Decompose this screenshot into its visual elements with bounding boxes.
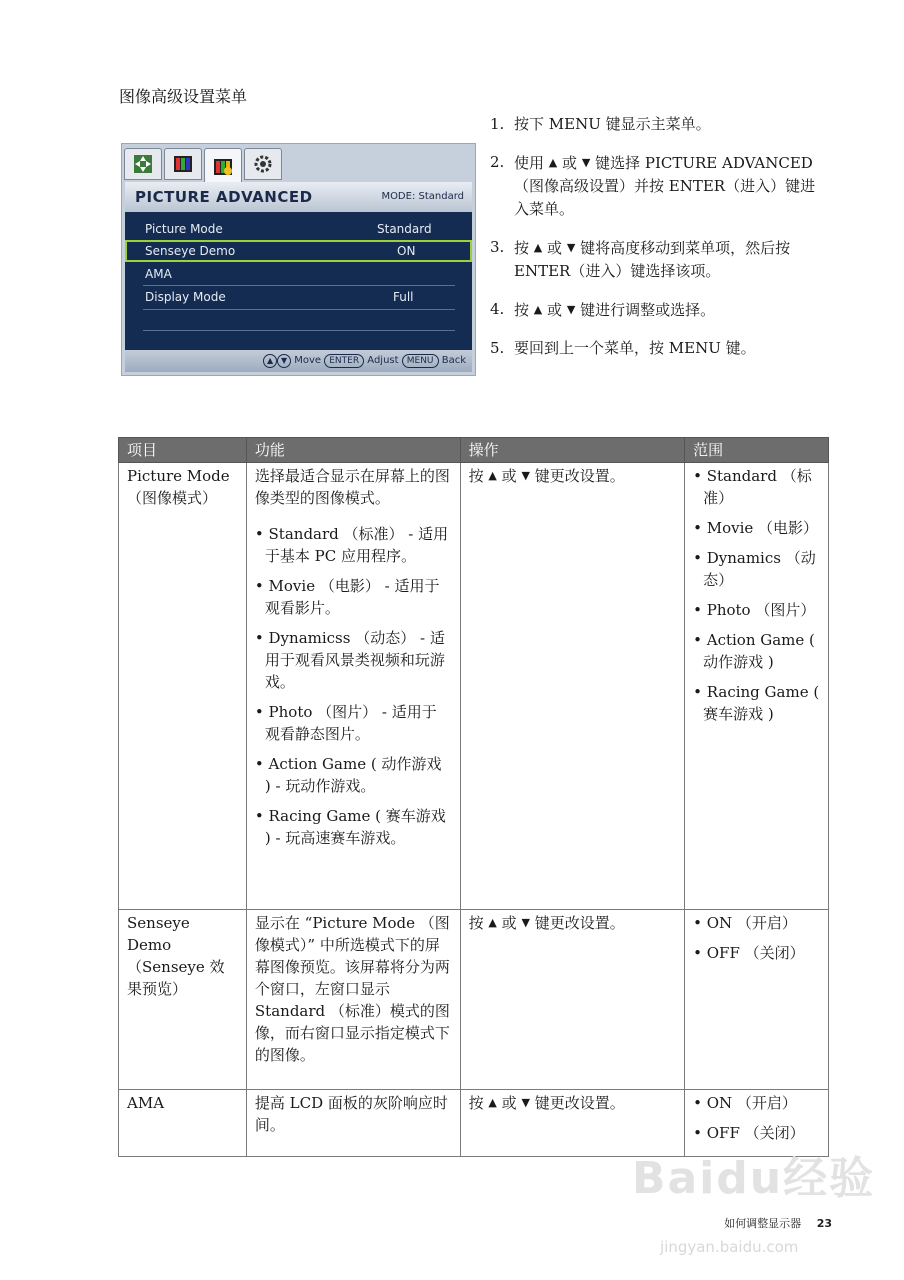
page-footer bbox=[724, 1215, 832, 1231]
operation-text: 键更改设置。 bbox=[534, 1094, 625, 1112]
column-header-operation: 操作 bbox=[460, 438, 685, 463]
osd-row-label: Senseye Demo bbox=[145, 244, 236, 258]
down-triangle-icon: ▼ bbox=[566, 303, 576, 316]
up-triangle-icon: ▲ bbox=[488, 469, 497, 482]
operation-text: 按 bbox=[468, 914, 484, 932]
item-cell: Picture Mode （图像模式） bbox=[119, 463, 247, 910]
display-tab-icon bbox=[124, 148, 162, 180]
item-cell: Senseye Demo （Senseye 效果预览） bbox=[119, 910, 247, 1090]
baidu-watermark: Baidu经验 bbox=[632, 1153, 876, 1204]
function-bullet: • Standard （标准） - 适用于基本 PC 应用程序。 bbox=[255, 523, 452, 567]
operation-text: 或 bbox=[501, 467, 517, 485]
step-3 bbox=[490, 236, 820, 283]
range-item: • Action Game ( 动作游戏 ) bbox=[693, 629, 820, 673]
osd-screenshot bbox=[121, 143, 476, 376]
range-cell bbox=[685, 463, 829, 910]
range-item: • Racing Game ( 赛车游戏 ) bbox=[693, 681, 820, 725]
down-triangle-icon: ▼ bbox=[521, 469, 530, 482]
operation-text: 按 bbox=[468, 1094, 484, 1112]
osd-row-value: ON bbox=[397, 244, 416, 258]
function-cell: 显示在 “Picture Mode （图像模式）” 中所选模式下的屏幕图像预览。该屏幕将分为两个窗口，左窗口显示 Standard （标准）模式的图像，而右窗口显示指定模式下的图像。 bbox=[246, 910, 460, 1090]
operation-text: 或 bbox=[501, 1094, 517, 1112]
up-triangle-icon: ▲ bbox=[488, 1096, 497, 1109]
range-cell bbox=[685, 910, 829, 1090]
step-text: 或 bbox=[562, 154, 578, 172]
operation-cell bbox=[460, 463, 685, 910]
range-item: • Standard （标准） bbox=[693, 465, 820, 509]
instruction-steps bbox=[490, 113, 820, 375]
range-item: • ON （开启） bbox=[693, 912, 820, 934]
osd-row-label: Picture Mode bbox=[145, 222, 223, 236]
step-number: 2. bbox=[490, 153, 505, 171]
function-bullet: • Photo （图片） - 适用于观看静态图片。 bbox=[255, 701, 452, 745]
up-triangle-icon: ▲ bbox=[488, 916, 497, 929]
osd-tab-bar bbox=[122, 144, 475, 184]
step-text: 或 bbox=[547, 239, 563, 257]
function-bullet: • Dynamicss （动态） - 适用于观看风景类视频和玩游戏。 bbox=[255, 627, 452, 693]
osd-row-label: AMA bbox=[145, 267, 172, 281]
up-triangle-icon: ▲ bbox=[548, 156, 558, 169]
osd-footer-move: Move bbox=[294, 355, 322, 366]
footer-section-title: 如何调整显示器 bbox=[724, 1217, 802, 1230]
function-bullet: • Racing Game ( 赛车游戏 ) - 玩高速赛车游戏。 bbox=[255, 805, 452, 849]
operation-cell bbox=[460, 910, 685, 1090]
step-text: 键将高度移动到菜单项，然后按 ENTER（进入）键选择该项。 bbox=[514, 239, 791, 280]
osd-footer bbox=[125, 350, 472, 372]
function-cell bbox=[246, 463, 460, 910]
function-bullet: • Movie （电影） - 适用于观看影片。 bbox=[255, 575, 452, 619]
range-item: • ON （开启） bbox=[693, 1092, 820, 1114]
osd-footer-back: Back bbox=[441, 355, 466, 366]
osd-row-display-mode bbox=[125, 286, 472, 308]
step-number: 3. bbox=[490, 238, 505, 256]
osd-row-label: Display Mode bbox=[145, 290, 226, 304]
step-text: 按 bbox=[514, 301, 530, 319]
table-row bbox=[119, 463, 829, 910]
operation-text: 按 bbox=[468, 467, 484, 485]
up-arrow-icon: ▲ bbox=[263, 354, 277, 368]
range-item: • Movie （电影） bbox=[693, 517, 820, 539]
step-number: 5. bbox=[490, 339, 505, 357]
osd-row-senseye-demo bbox=[125, 240, 472, 262]
up-triangle-icon: ▲ bbox=[533, 303, 543, 316]
range-item: • OFF （关闭） bbox=[693, 942, 820, 964]
down-triangle-icon: ▼ bbox=[566, 241, 576, 254]
function-bullet: • Action Game ( 动作游戏 ) - 玩动作游戏。 bbox=[255, 753, 452, 797]
settings-tab-icon bbox=[244, 148, 282, 180]
osd-menu-panel bbox=[125, 182, 472, 372]
menu-key-icon: MENU bbox=[402, 354, 439, 368]
step-number: 4. bbox=[490, 300, 505, 318]
column-header-range: 范围 bbox=[685, 438, 829, 463]
step-text: 使用 bbox=[514, 154, 545, 172]
step-text: 按 bbox=[514, 239, 530, 257]
item-cell: AMA bbox=[119, 1090, 247, 1157]
range-item: • Photo （图片） bbox=[693, 599, 820, 621]
column-header-function: 功能 bbox=[246, 438, 460, 463]
osd-row-ama bbox=[125, 263, 472, 285]
settings-table bbox=[118, 437, 829, 1157]
osd-divider bbox=[143, 309, 455, 310]
osd-divider bbox=[143, 330, 455, 331]
osd-row-value: Full bbox=[393, 290, 414, 304]
osd-title: PICTURE ADVANCED bbox=[135, 188, 313, 206]
osd-row-picture-mode bbox=[125, 218, 472, 240]
down-triangle-icon: ▼ bbox=[581, 156, 591, 169]
table-row bbox=[119, 910, 829, 1090]
up-triangle-icon: ▲ bbox=[533, 241, 543, 254]
picture-advanced-tab-icon bbox=[204, 148, 242, 184]
range-item: • Dynamics （动态） bbox=[693, 547, 820, 591]
down-triangle-icon: ▼ bbox=[521, 1096, 530, 1109]
page-title: 图像高级设置菜单 bbox=[119, 87, 248, 106]
function-intro: 选择最适合显示在屏幕上的图像类型的图像模式。 bbox=[254, 467, 450, 507]
enter-key-icon: ENTER bbox=[324, 354, 364, 368]
osd-mode-label: MODE: Standard bbox=[381, 191, 464, 202]
step-5 bbox=[490, 337, 820, 360]
picture-tab-icon bbox=[164, 148, 202, 180]
operation-text: 键更改设置。 bbox=[534, 467, 625, 485]
operation-text: 或 bbox=[501, 914, 517, 932]
column-header-item: 项目 bbox=[119, 438, 247, 463]
step-1 bbox=[490, 113, 820, 136]
watermark-url: jingyan.baidu.com bbox=[660, 1238, 799, 1256]
operation-text: 键更改设置。 bbox=[534, 914, 625, 932]
range-item: • OFF （关闭） bbox=[693, 1122, 820, 1144]
osd-row-value: Standard bbox=[377, 222, 432, 236]
table-header-row bbox=[119, 438, 829, 463]
osd-footer-adjust: Adjust bbox=[367, 355, 399, 366]
down-triangle-icon: ▼ bbox=[521, 916, 530, 929]
down-arrow-icon: ▼ bbox=[277, 354, 291, 368]
page-number: 23 bbox=[816, 1217, 832, 1230]
step-text: 或 bbox=[547, 301, 563, 319]
function-cell: 提高 LCD 面板的灰阶响应时间。 bbox=[246, 1090, 460, 1157]
step-4 bbox=[490, 298, 820, 322]
step-text: 要回到上一个菜单，按 MENU 键。 bbox=[514, 339, 756, 357]
step-text: 按下 MENU 键显示主菜单。 bbox=[514, 115, 711, 133]
step-text: 键进行调整或选择。 bbox=[580, 301, 716, 319]
osd-header bbox=[125, 182, 472, 212]
step-2 bbox=[490, 151, 820, 221]
step-text: 键选择 PICTURE ADVANCED（图像高级设置）并按 ENTER（进入）键进入菜单。 bbox=[514, 154, 816, 218]
step-number: 1. bbox=[490, 115, 505, 133]
